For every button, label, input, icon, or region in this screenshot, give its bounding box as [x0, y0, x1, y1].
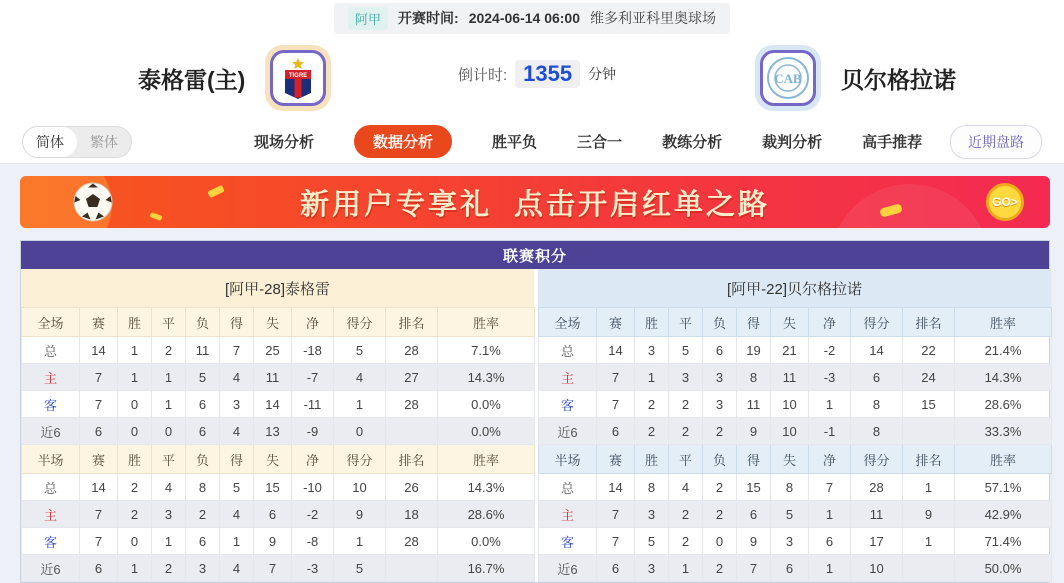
- stat-cell: 5: [771, 501, 809, 528]
- column-header-cell: 胜: [118, 308, 152, 337]
- stat-cell: 5: [334, 337, 386, 364]
- stat-cell: 6: [597, 555, 635, 582]
- home-team-block: [138, 45, 331, 111]
- stats-row: [22, 528, 535, 555]
- stat-cell: 14.3%: [955, 364, 1052, 391]
- home-stats-table: [21, 307, 535, 582]
- stat-cell: 2: [669, 528, 703, 555]
- stat-cell: 8: [851, 418, 903, 445]
- stat-cell: -3: [809, 364, 851, 391]
- column-header-cell: 赛: [80, 445, 118, 474]
- stat-cell: 6: [703, 337, 737, 364]
- column-header-cell: 得分: [851, 308, 903, 337]
- stat-cell: 6: [80, 418, 118, 445]
- stat-cell: 5: [334, 555, 386, 582]
- stat-cell: 2: [152, 555, 186, 582]
- row-label-cell: 客: [539, 528, 597, 555]
- kickoff-label: 开赛时间:: [398, 10, 459, 26]
- stat-cell: 17: [851, 528, 903, 555]
- column-header-cell: 负: [703, 445, 737, 474]
- stat-cell: 7: [220, 337, 254, 364]
- stat-cell: 1: [118, 337, 152, 364]
- nav-item-6[interactable]: 高手推荐: [862, 134, 923, 151]
- column-header-cell: 胜率: [438, 308, 535, 337]
- stat-cell: 3: [152, 501, 186, 528]
- stat-cell: 0: [152, 418, 186, 445]
- stat-cell: 7: [80, 364, 118, 391]
- stat-cell: 4: [220, 501, 254, 528]
- column-header-cell: 胜: [635, 445, 669, 474]
- lang-simplified[interactable]: 简体: [23, 127, 77, 157]
- stat-cell: 7: [737, 555, 771, 582]
- home-table-header: [阿甲-28]泰格雷: [21, 269, 534, 307]
- column-header-cell: 失: [771, 445, 809, 474]
- stat-cell: 57.1%: [955, 474, 1052, 501]
- stat-cell: 7: [597, 528, 635, 555]
- stat-cell: 7: [80, 501, 118, 528]
- recent-odds-button[interactable]: 近期盘路: [950, 125, 1042, 159]
- stats-row: [539, 364, 1052, 391]
- stats-row: [539, 391, 1052, 418]
- stat-cell: 9: [254, 528, 292, 555]
- stat-cell: 5: [186, 364, 220, 391]
- column-header-cell: 全场: [22, 308, 80, 337]
- nav-item-5[interactable]: 裁判分析: [762, 134, 823, 151]
- stats-row: [22, 501, 535, 528]
- stat-cell: 16.7%: [438, 555, 535, 582]
- row-label-cell: 近6: [22, 555, 80, 582]
- column-header-cell: 负: [186, 445, 220, 474]
- away-crest-icon: [760, 50, 816, 106]
- section-header-row: [539, 445, 1052, 474]
- stat-cell: 5: [669, 337, 703, 364]
- stat-cell: 2: [635, 418, 669, 445]
- stat-cell: 0: [118, 391, 152, 418]
- column-header-cell: 净: [809, 445, 851, 474]
- stat-cell: 6: [80, 555, 118, 582]
- column-header-cell: 平: [669, 308, 703, 337]
- stat-cell: 71.4%: [955, 528, 1052, 555]
- match-info-pill: [334, 3, 730, 34]
- countdown-label: 倒计时:: [458, 66, 508, 84]
- stat-cell: 7: [80, 391, 118, 418]
- stat-cell: 14: [80, 474, 118, 501]
- column-header-cell: 排名: [386, 445, 438, 474]
- row-label-cell: 近6: [539, 555, 597, 582]
- stat-cell: 2: [669, 391, 703, 418]
- stat-cell: 7.1%: [438, 337, 535, 364]
- row-label-cell: 主: [539, 364, 597, 391]
- stat-cell: 11: [737, 391, 771, 418]
- stat-cell: 4: [220, 364, 254, 391]
- stat-cell: 1: [903, 528, 955, 555]
- stat-cell: 2: [152, 337, 186, 364]
- stat-cell: 27: [386, 364, 438, 391]
- row-label-cell: 近6: [539, 418, 597, 445]
- stat-cell: 15: [254, 474, 292, 501]
- nav-item-0[interactable]: 现场分析: [254, 134, 315, 151]
- stat-cell: 7: [597, 501, 635, 528]
- column-header-cell: 排名: [903, 308, 955, 337]
- column-header-cell: 失: [771, 308, 809, 337]
- column-header-cell: 半场: [22, 445, 80, 474]
- stat-cell: 50.0%: [955, 555, 1052, 582]
- column-header-cell: 得分: [334, 308, 386, 337]
- column-header-cell: 得: [220, 308, 254, 337]
- column-header-cell: 排名: [386, 308, 438, 337]
- row-label-cell: 总: [539, 474, 597, 501]
- stat-cell: 8: [737, 364, 771, 391]
- stat-cell: 3: [635, 337, 669, 364]
- row-label-cell: 客: [539, 391, 597, 418]
- stats-row: [22, 391, 535, 418]
- stat-cell: 11: [771, 364, 809, 391]
- stat-cell: 21.4%: [955, 337, 1052, 364]
- stats-row: [22, 474, 535, 501]
- stat-cell: 1: [669, 555, 703, 582]
- home-team-name: 泰格雷(主): [138, 66, 246, 93]
- stat-cell: 3: [220, 391, 254, 418]
- nav-items: [254, 125, 922, 158]
- nav-item-3[interactable]: 三合一: [577, 134, 623, 151]
- stat-cell: 10: [334, 474, 386, 501]
- stat-cell: 6: [851, 364, 903, 391]
- stat-cell: 10: [771, 391, 809, 418]
- stat-cell: 33.3%: [955, 418, 1052, 445]
- column-header-cell: 半场: [539, 445, 597, 474]
- stat-cell: 3: [703, 364, 737, 391]
- stat-cell: 28: [851, 474, 903, 501]
- stat-cell: 1: [118, 364, 152, 391]
- stat-cell: 2: [703, 501, 737, 528]
- column-header-cell: 净: [292, 445, 334, 474]
- stat-cell: 14: [597, 474, 635, 501]
- stat-cell: 21: [771, 337, 809, 364]
- column-header-cell: 赛: [80, 308, 118, 337]
- stats-row: [539, 555, 1052, 582]
- stat-cell: 5: [635, 528, 669, 555]
- table-halves: [21, 269, 1049, 582]
- stat-cell: 0: [118, 418, 152, 445]
- stat-cell: 24: [903, 364, 955, 391]
- lang-traditional[interactable]: 繁体: [90, 133, 118, 150]
- stat-cell: -1: [809, 418, 851, 445]
- stat-cell: 6: [186, 528, 220, 555]
- stat-cell: 28: [386, 391, 438, 418]
- stat-cell: 9: [903, 501, 955, 528]
- nav-item-1[interactable]: 数据分析: [354, 125, 452, 158]
- stat-cell: 14.3%: [438, 474, 535, 501]
- confetti-icon: [207, 185, 224, 198]
- kickoff-time: 2024-06-14 06:00: [468, 10, 580, 26]
- promo-banner[interactable]: [20, 176, 1050, 228]
- confetti-icon: [150, 212, 163, 221]
- stat-cell: 1: [152, 364, 186, 391]
- column-header-cell: 净: [809, 308, 851, 337]
- row-label-cell: 近6: [22, 418, 80, 445]
- banner-decoration: [830, 184, 990, 228]
- stat-cell: 0: [118, 528, 152, 555]
- stat-cell: 10: [851, 555, 903, 582]
- row-label-cell: 主: [22, 364, 80, 391]
- row-label-cell: 总: [539, 337, 597, 364]
- column-header-cell: 负: [703, 308, 737, 337]
- stat-cell: 3: [669, 364, 703, 391]
- stat-cell: 3: [186, 555, 220, 582]
- venue-name: 维多利亚科里奥球场: [590, 10, 716, 26]
- row-label-cell: 总: [22, 337, 80, 364]
- stat-cell: [903, 418, 955, 445]
- stat-cell: -7: [292, 364, 334, 391]
- stat-cell: 3: [635, 501, 669, 528]
- stat-cell: 7: [597, 391, 635, 418]
- stat-cell: 2: [635, 391, 669, 418]
- stat-cell: 13: [254, 418, 292, 445]
- stat-cell: 2: [669, 418, 703, 445]
- league-points-table: [20, 240, 1050, 583]
- stat-cell: 6: [186, 391, 220, 418]
- section-header-row: [22, 445, 535, 474]
- away-team-block: [755, 45, 956, 111]
- row-label-cell: 客: [22, 528, 80, 555]
- nav-item-2[interactable]: 胜平负: [492, 134, 538, 151]
- column-header-cell: 得分: [334, 445, 386, 474]
- row-label-cell: 客: [22, 391, 80, 418]
- stat-cell: 9: [737, 528, 771, 555]
- countdown: [458, 60, 616, 88]
- stats-row: [539, 337, 1052, 364]
- stat-cell: 1: [334, 528, 386, 555]
- stat-cell: 3: [703, 391, 737, 418]
- stat-cell: 6: [254, 501, 292, 528]
- stat-cell: 0.0%: [438, 391, 535, 418]
- stat-cell: 6: [186, 418, 220, 445]
- stat-cell: -3: [292, 555, 334, 582]
- stat-cell: 6: [771, 555, 809, 582]
- stat-cell: 28: [386, 337, 438, 364]
- stat-cell: 2: [703, 418, 737, 445]
- svg-text:TIGRE: TIGRE: [289, 73, 308, 79]
- column-header-cell: 平: [152, 308, 186, 337]
- away-team-name: 贝尔格拉诺: [841, 66, 956, 93]
- stat-cell: 1: [809, 555, 851, 582]
- stat-cell: 3: [635, 555, 669, 582]
- stat-cell: 2: [186, 501, 220, 528]
- stat-cell: 18: [386, 501, 438, 528]
- stat-cell: 10: [771, 418, 809, 445]
- away-stats-table: [538, 307, 1052, 582]
- stat-cell: 2: [669, 501, 703, 528]
- column-header-cell: 失: [254, 445, 292, 474]
- go-button[interactable]: GO>: [986, 183, 1024, 221]
- stat-cell: 14: [80, 337, 118, 364]
- column-header-cell: 赛: [597, 445, 635, 474]
- stat-cell: 42.9%: [955, 501, 1052, 528]
- stat-cell: -9: [292, 418, 334, 445]
- stat-cell: [386, 418, 438, 445]
- stat-cell: 7: [80, 528, 118, 555]
- column-header-cell: 净: [292, 308, 334, 337]
- column-header-cell: 得: [737, 445, 771, 474]
- stat-cell: 1: [809, 391, 851, 418]
- stat-cell: 8: [635, 474, 669, 501]
- stat-cell: 8: [186, 474, 220, 501]
- stat-cell: 15: [903, 391, 955, 418]
- column-header-cell: 得分: [851, 445, 903, 474]
- top-info-bar: [0, 0, 1064, 36]
- row-label-cell: 主: [22, 501, 80, 528]
- away-stats-half: [538, 269, 1051, 582]
- stat-cell: 14.3%: [438, 364, 535, 391]
- stat-cell: 4: [669, 474, 703, 501]
- stat-cell: 1: [334, 391, 386, 418]
- stat-cell: 2: [118, 501, 152, 528]
- home-crest-icon: [270, 50, 326, 106]
- stat-cell: 5: [220, 474, 254, 501]
- stat-cell: 4: [334, 364, 386, 391]
- stats-row: [22, 337, 535, 364]
- row-label-cell: 总: [22, 474, 80, 501]
- page-content: [0, 164, 1050, 583]
- column-header-cell: 负: [186, 308, 220, 337]
- stat-cell: 3: [771, 528, 809, 555]
- stat-cell: -2: [809, 337, 851, 364]
- stat-cell: -8: [292, 528, 334, 555]
- row-label-cell: 主: [539, 501, 597, 528]
- stat-cell: 28: [386, 528, 438, 555]
- stat-cell: 1: [152, 528, 186, 555]
- table-title: 联赛积分: [21, 241, 1049, 269]
- banner-text: 新用户专享礼 点击开启红单之路: [299, 188, 771, 221]
- column-header-cell: 赛: [597, 308, 635, 337]
- stat-cell: 26: [386, 474, 438, 501]
- column-header-cell: 胜率: [955, 445, 1052, 474]
- soccer-ball-icon: [72, 181, 114, 228]
- stat-cell: 0: [334, 418, 386, 445]
- stat-cell: 25: [254, 337, 292, 364]
- stat-cell: [386, 555, 438, 582]
- stat-cell: 4: [220, 418, 254, 445]
- countdown-unit: 分钟: [588, 66, 617, 82]
- stat-cell: 6: [597, 418, 635, 445]
- stat-cell: 14: [597, 337, 635, 364]
- stat-cell: 11: [851, 501, 903, 528]
- stats-row: [22, 364, 535, 391]
- stat-cell: -11: [292, 391, 334, 418]
- svg-text:CAB: CAB: [774, 71, 802, 86]
- stat-cell: 6: [809, 528, 851, 555]
- stat-cell: 2: [703, 555, 737, 582]
- column-header-cell: 胜率: [438, 445, 535, 474]
- stat-cell: 15: [737, 474, 771, 501]
- column-header-cell: 得: [220, 445, 254, 474]
- stat-cell: 1: [903, 474, 955, 501]
- stat-cell: 8: [851, 391, 903, 418]
- column-header-cell: 平: [152, 445, 186, 474]
- stat-cell: 1: [220, 528, 254, 555]
- column-header-cell: 得: [737, 308, 771, 337]
- section-header-row: [539, 308, 1052, 337]
- stat-cell: 2: [118, 474, 152, 501]
- stat-cell: -10: [292, 474, 334, 501]
- stat-cell: 1: [152, 391, 186, 418]
- stat-cell: 14: [254, 391, 292, 418]
- match-header: [0, 36, 1064, 120]
- stat-cell: 4: [220, 555, 254, 582]
- stats-row: [539, 474, 1052, 501]
- stat-cell: 7: [809, 474, 851, 501]
- stat-cell: 28.6%: [438, 501, 535, 528]
- stat-cell: -2: [292, 501, 334, 528]
- stats-row: [22, 555, 535, 582]
- stats-row: [539, 418, 1052, 445]
- nav-bar: [0, 120, 1064, 164]
- stat-cell: 1: [809, 501, 851, 528]
- stat-cell: 28.6%: [955, 391, 1052, 418]
- stat-cell: 7: [254, 555, 292, 582]
- away-table-header: [阿甲-22]贝尔格拉诺: [538, 269, 1051, 307]
- stat-cell: -18: [292, 337, 334, 364]
- column-header-cell: 平: [669, 445, 703, 474]
- stat-cell: 11: [186, 337, 220, 364]
- stats-row: [539, 528, 1052, 555]
- section-header-row: [22, 308, 535, 337]
- column-header-cell: 胜: [635, 308, 669, 337]
- home-team-badge: [265, 45, 331, 111]
- stat-cell: [903, 555, 955, 582]
- countdown-value: 1355: [515, 60, 580, 88]
- stat-cell: 2: [703, 474, 737, 501]
- column-header-cell: 排名: [903, 445, 955, 474]
- stat-cell: 4: [152, 474, 186, 501]
- stat-cell: 19: [737, 337, 771, 364]
- stat-cell: 9: [334, 501, 386, 528]
- stat-cell: 22: [903, 337, 955, 364]
- nav-item-4[interactable]: 教练分析: [662, 134, 723, 151]
- stat-cell: 11: [254, 364, 292, 391]
- stat-cell: 14: [851, 337, 903, 364]
- stat-cell: 0.0%: [438, 418, 535, 445]
- stat-cell: 1: [635, 364, 669, 391]
- stat-cell: 8: [771, 474, 809, 501]
- column-header-cell: 胜: [118, 445, 152, 474]
- stat-cell: 7: [597, 364, 635, 391]
- column-header-cell: 全场: [539, 308, 597, 337]
- stat-cell: 0.0%: [438, 528, 535, 555]
- language-toggle: [22, 126, 132, 158]
- column-header-cell: 失: [254, 308, 292, 337]
- stats-row: [22, 418, 535, 445]
- away-team-badge: [755, 45, 821, 111]
- home-stats-half: [21, 269, 534, 582]
- stat-cell: 1: [118, 555, 152, 582]
- stats-row: [539, 501, 1052, 528]
- column-header-cell: 胜率: [955, 308, 1052, 337]
- stat-cell: 0: [703, 528, 737, 555]
- stat-cell: 9: [737, 418, 771, 445]
- league-tag[interactable]: 阿甲: [348, 7, 388, 30]
- stat-cell: 6: [737, 501, 771, 528]
